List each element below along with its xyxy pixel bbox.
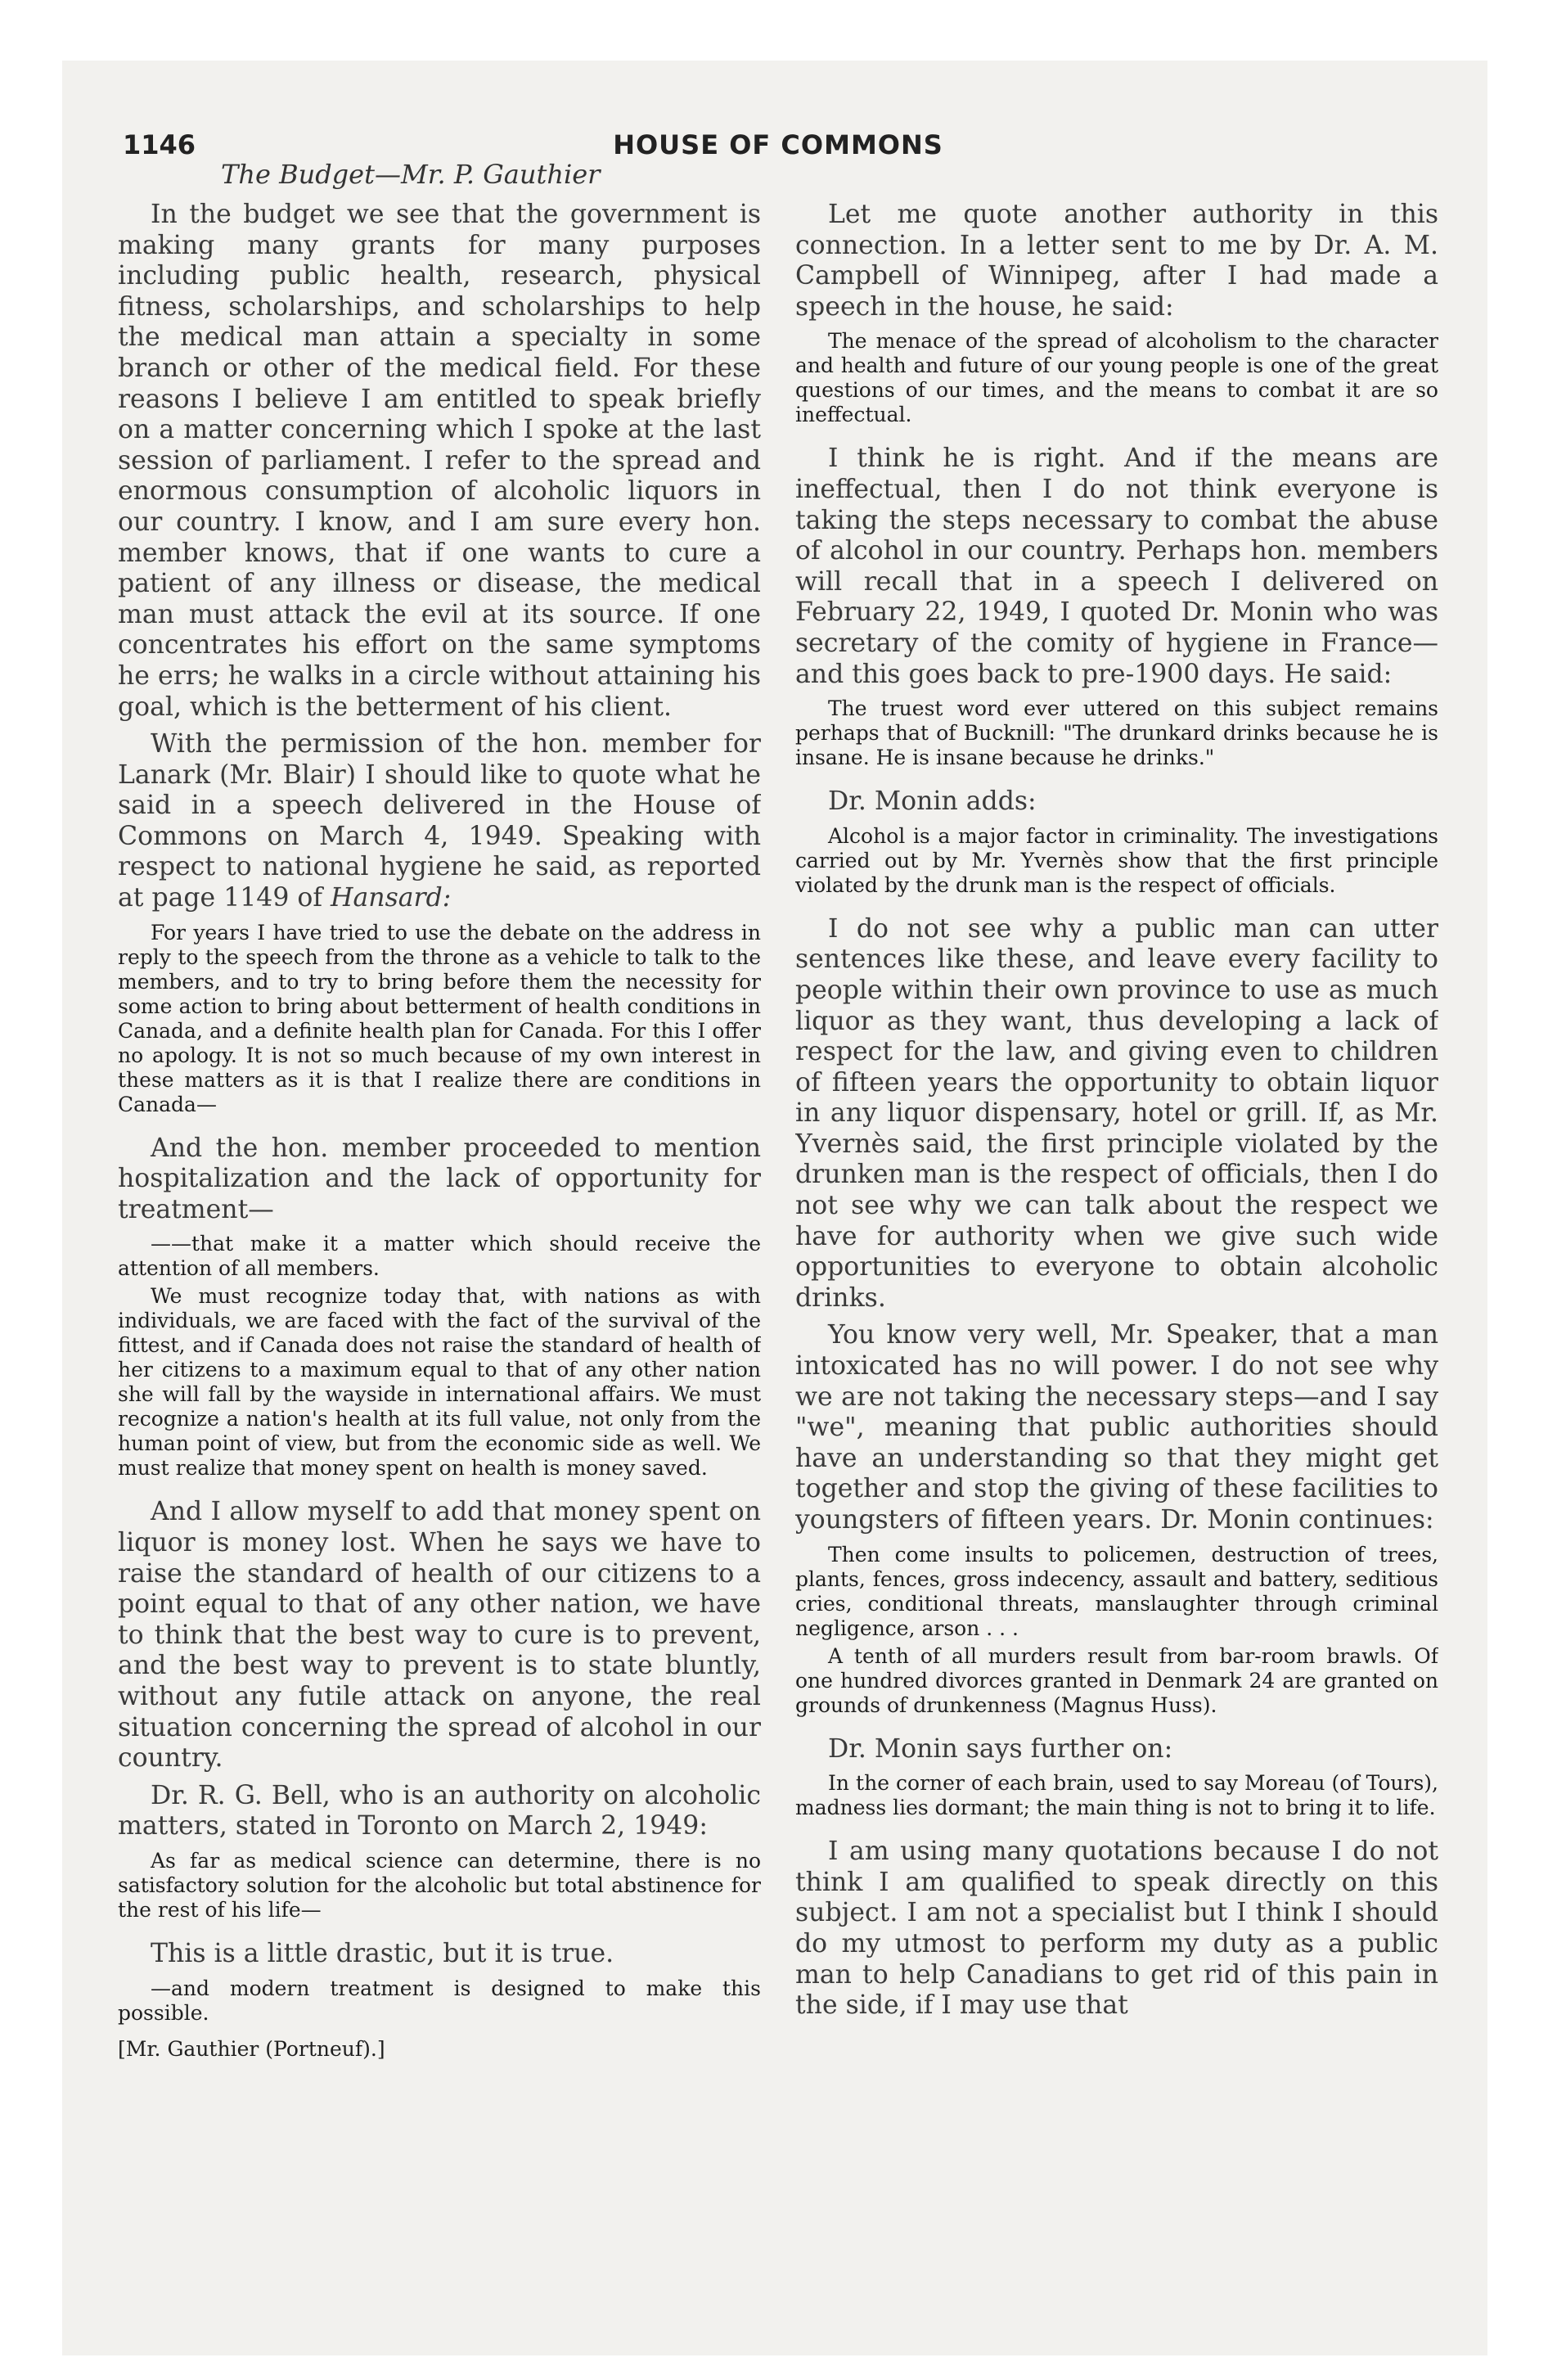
hansard-page — [62, 61, 1487, 2355]
speech-paragraph: I do not see why a public man can utter sentences like these, and leave every facility to people within their own province to use as much liquor as they want, thus developing a lack of respect for the law, and giving even to children of fifteen years the opportunity to obtain liquor in any liquor dispensary, hotel or grill. If, as Mr. Yvernès said, the first principle violated by the drunken man is the respect of officials, then I do not see why we can talk about the respect we have for authority when we give such wide opportunities to everyone to obtain alcoholic drinks. — [795, 913, 1438, 1313]
block-quote: ——that make it a matter which should receive the attention of all members. — [118, 1232, 761, 1281]
left-column — [118, 200, 761, 2287]
chamber-title: HOUSE OF COMMONS — [613, 129, 943, 160]
block-quote: Then come insults to policemen, destruction of trees, plants, fences, gross indecency, assault and battery, seditious cries, conditional threats, manslaughter through criminal negligence, arson . . . — [795, 1542, 1438, 1640]
speaker-attribution: [Mr. Gauthier (Portneuf).] — [118, 2036, 385, 2061]
block-quote: In the corner of each brain, used to say Moreau (of Tours), madness lies dormant; the main thing is not to bring it to life. — [795, 1771, 1438, 1820]
speech-paragraph: You know very well, Mr. Speaker, that a man intoxicated has no will power. I do not see why we are not taking the necessary steps—and I say "we", meaning that public authorities should have an understanding so that they might get together and stop the giving of these facilities to youngsters of fifteen years. Dr. Monin continues: — [795, 1320, 1438, 1535]
speech-paragraph: And I allow myself to add that money spent on liquor is money lost. When he says we have to raise the standard of health of our citizens to a point equal to that of any other nation, we have to think that the best way to cure is to prevent, and the best way to prevent is to state bluntly, without any futile attack on anyone, the real situation concerning the spread of alcohol in our country. — [118, 1497, 761, 1774]
speech-paragraph: With the permission of the hon. member for Lanark (Mr. Blair) I should like to quote what he said in a speech delivered in the House of Commons on March 4, 1949. Speaking with respect to national hygiene he said, as reported at page 1149 of Hansard: — [118, 729, 761, 913]
block-quote: We must recognize today that, with nations as with individuals, we are faced with the fact of the survival of the fittest, and if Canada does not raise the standard of health of her citizens to a maximum equal to that of any other nation she will fall by the wayside in international affairs. We must recognize a nation's health at its full value, not only from the human point of view, but from the economic side as well. We must realize that money spent on health is money saved. — [118, 1284, 761, 1481]
speech-paragraph: I think he is right. And if the means are ineffectual, then I do not think everyone is taking the steps necessary to combat the abuse of alcohol in our country. Perhaps hon. members will recall that in a speech I delivered on February 22, 1949, I quoted Dr. Monin who was secretary of the comity of hygiene in France—and this goes back to pre-1900 days. He said: — [795, 444, 1438, 689]
speech-paragraph: Dr. Monin adds: — [828, 787, 1037, 817]
right-column — [795, 200, 1438, 2287]
speech-paragraph: This is a little drastic, but it is true. — [151, 1938, 614, 1968]
page-number: 1146 — [123, 129, 196, 160]
block-quote: A tenth of all murders result from bar-room brawls. Of one hundred divorces granted in Denmark 24 are granted on grounds of drunkenness (Magnus Huss). — [795, 1643, 1438, 1717]
speech-paragraph: Dr. Monin says further on: — [828, 1733, 1173, 1764]
speech-paragraph: Dr. R. G. Bell, who is an authority on alcoholic matters, stated in Toronto on March 2, 1949: — [118, 1780, 761, 1841]
block-quote: The truest word ever uttered on this subject remains perhaps that of Bucknill: "The drunkard drinks because he is insane. He is insane because he drinks." — [795, 696, 1438, 770]
running-head: The Budget—Mr. P. Gauthier — [221, 159, 601, 190]
speech-paragraph: Let me quote another authority in this connection. In a letter sent to me by Dr. A. M. Campbell of Winnipeg, after I had made a speech in the house, he said: — [795, 200, 1438, 322]
block-quote: Alcohol is a major factor in criminality. The investigations carried out by Mr. Yvernès show that the first principle violated by the drunk man is the respect of officials. — [795, 823, 1438, 897]
block-quote: For years I have tried to use the debate on the address in reply to the speech from the throne as a vehicle to talk to the members, and to try to bring before them the necessity for some action to bring about betterment of health conditions in Canada, and a definite health plan for Canada. For this I offer no apology. It is not so much because of my own interest in these matters as it is that I realize there are conditions in Canada— — [118, 920, 761, 1116]
speech-paragraph: I am using many quotations because I do not think I am qualified to speak directly on this subject. I am not a specialist but I think I should do my utmost to perform my duty as a public man to help Canadians to get rid of this pain in the side, if I may use that — [795, 1837, 1438, 2021]
speech-paragraph: And the hon. member proceeded to mention hospitalization and the lack of opportunity for treatment— — [118, 1133, 761, 1224]
hansard-reference: Hansard: — [331, 883, 452, 913]
block-quote: As far as medical science can determine, there is no satisfactory solution for the alcoholic but total abstinence for the rest of his life— — [118, 1848, 761, 1922]
block-quote: The menace of the spread of alcoholism to the character and health and future of our young people is one of the great questions of our times, and the means to combat it are so ineffectual. — [795, 329, 1438, 427]
block-quote: —and modern treatment is designed to make this possible. — [118, 1976, 761, 2025]
speech-paragraph: In the budget we see that the government is making many grants for many purposes including public health, research, physical fitness, scholarships, and scholarships to help the medical man attain a specialty in some branch or other of the medical field. For these reasons I believe I am entitled to speak briefly on a matter concerning which I spoke at the last session of parliament. I refer to the spread and enormous consumption of alcoholic liquors in our country. I know, and I am sure every hon. member knows, that if one wants to cure a patient of any illness or disease, the medical man must attack the evil at its source. If one concentrates his effort on the same symptoms he errs; he walks in a circle without attaining his goal, which is the betterment of his client. — [118, 200, 761, 722]
